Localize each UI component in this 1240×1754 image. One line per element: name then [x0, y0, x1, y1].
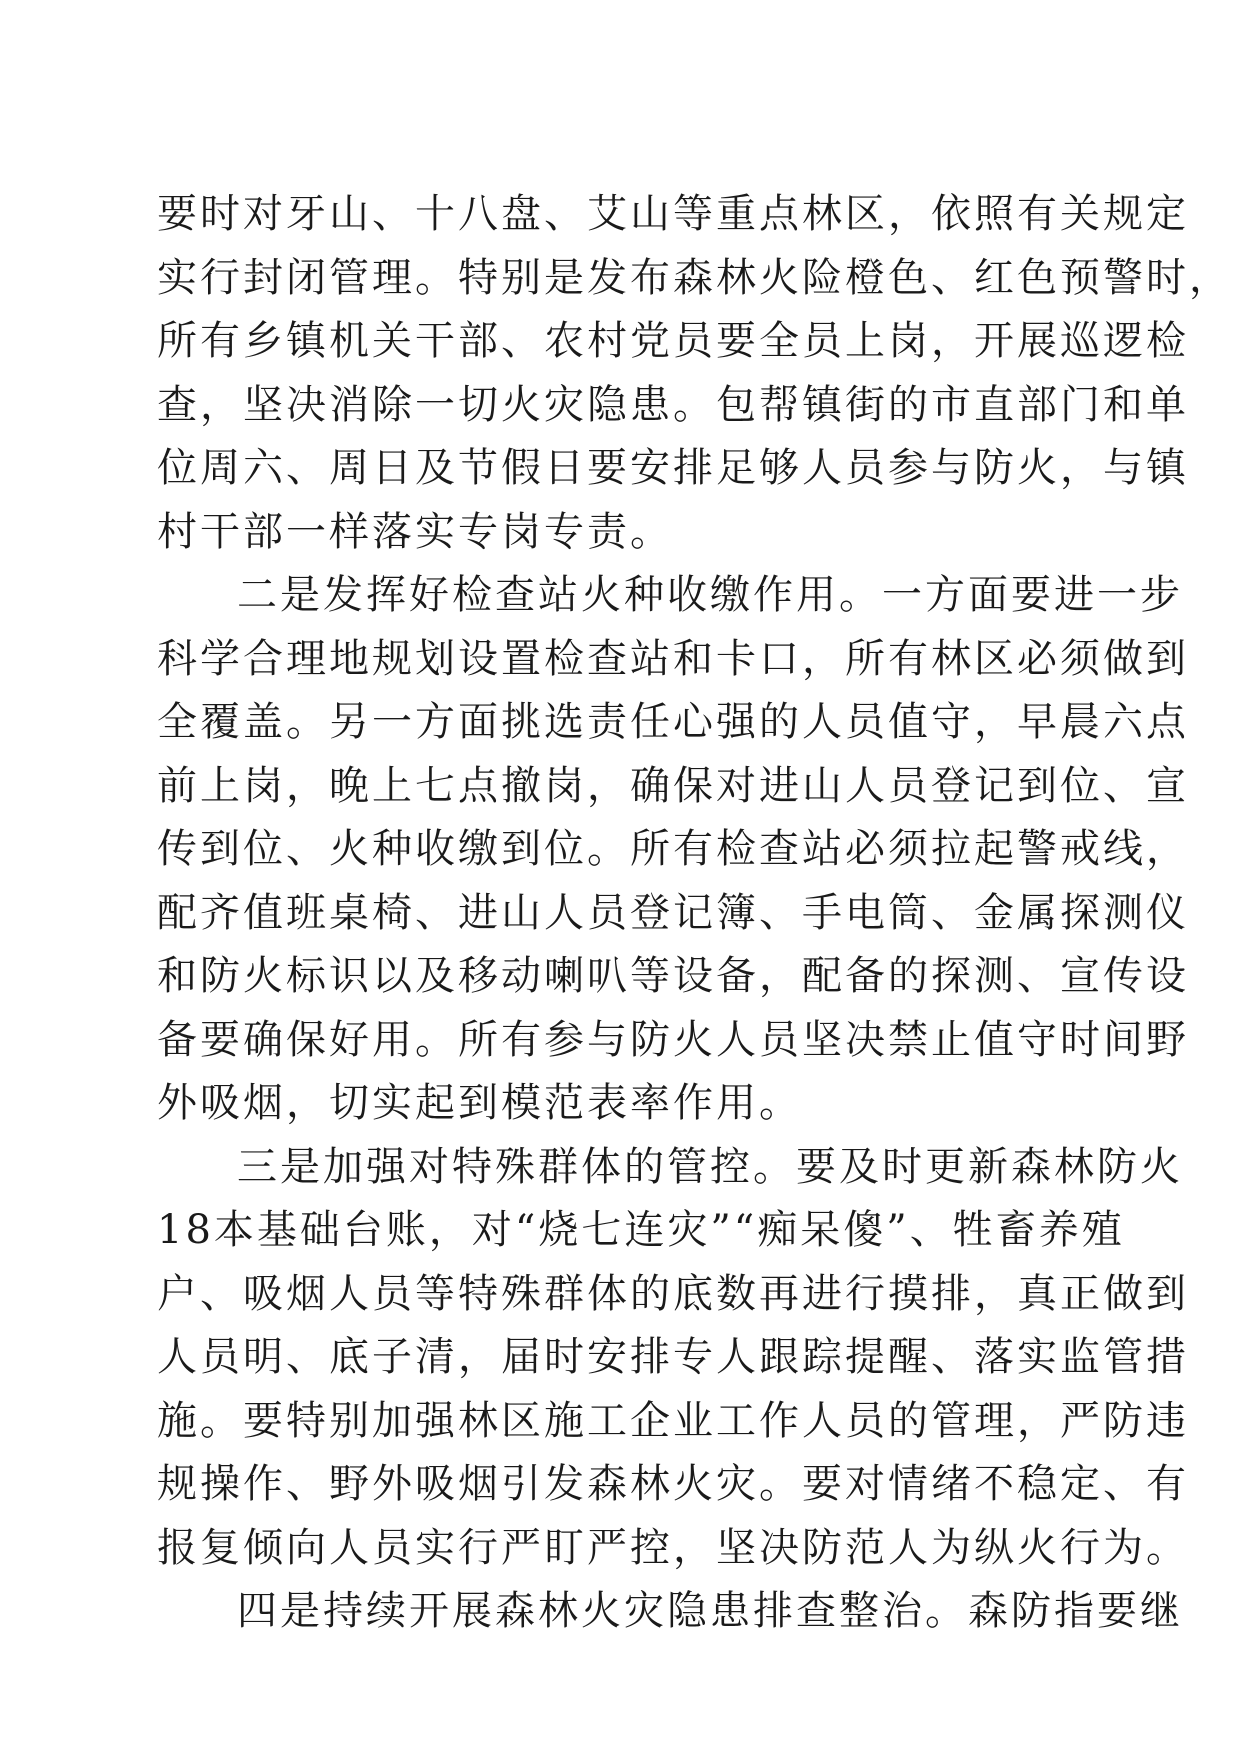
text-line: 传到位、火种收缴到位。所有检查站必须拉起警戒线， [157, 826, 1189, 872]
text-line: 户、吸烟人员等特殊群体的底数再进行摸排，真正做到 [157, 1271, 1189, 1317]
text-line: 外吸烟，切实起到模范表率作用。 [157, 1080, 802, 1126]
text-line: 配齐值班桌椅、进山人员登记簿、手电筒、金属探测仪 [157, 890, 1189, 936]
paragraph-start-line: 三是加强对特殊群体的管控。要及时更新森林防火 [237, 1144, 1183, 1190]
text-line: 备要确保好用。所有参与防火人员坚决禁止值守时间野 [157, 1017, 1189, 1063]
text-line: 位周六、周日及节假日要安排足够人员参与防火，与镇 [157, 445, 1189, 491]
text-line: 前上岗，晚上七点撤岗，确保对进山人员登记到位、宣 [157, 763, 1189, 809]
text-line: 村干部一样落实专岗专责。 [157, 509, 673, 555]
text-line: 实行封闭管理。特别是发布森林火险橙色、红色预警时， [157, 255, 1232, 301]
text-line: 要时对牙山、十八盘、艾山等重点林区，依照有关规定 [157, 191, 1189, 237]
paragraph-start-line: 二是发挥好检查站火种收缴作用。一方面要进一步 [237, 572, 1183, 618]
text-line: 科学合理地规划设置检查站和卡口，所有林区必须做到 [157, 636, 1189, 682]
text-line: 所有乡镇机关干部、农村党员要全员上岗，开展巡逻检 [157, 318, 1189, 364]
text-line: 查，坚决消除一切火灾隐患。包帮镇街的市直部门和单 [157, 382, 1189, 428]
paragraph-start-line: 四是持续开展森林火灾隐患排查整治。森防指要继 [237, 1588, 1183, 1634]
text-line: 人员明、底子清，届时安排专人跟踪提醒、落实监管措 [157, 1334, 1189, 1380]
text-line: 规操作、野外吸烟引发森林火灾。要对情绪不稳定、有 [157, 1461, 1189, 1507]
text-line: 报复倾向人员实行严盯严控，坚决防范人为纵火行为。 [157, 1525, 1189, 1571]
text-line: 全覆盖。另一方面挑选责任心强的人员值守，早晨六点 [157, 699, 1189, 745]
text-line: 18本基础台账，对“烧七连灾”“痴呆傻”、牲畜养殖 [157, 1207, 1125, 1253]
text-line: 和防火标识以及移动喇叭等设备，配备的探测、宣传设 [157, 953, 1189, 999]
text-line: 施。要特别加强林区施工企业工作人员的管理，严防违 [157, 1398, 1189, 1444]
